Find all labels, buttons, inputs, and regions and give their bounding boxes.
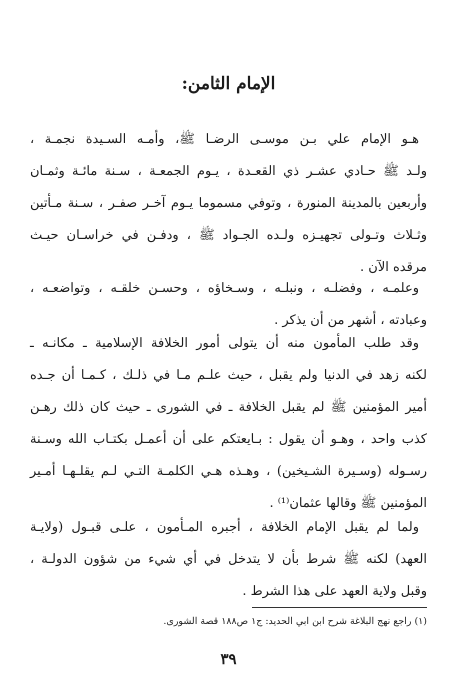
- paragraph-line: العهد) لكنه ﷺ شرط بأن لا يتدخل في أي شيء من شؤون الدولـة ،: [30, 552, 427, 567]
- paragraph-1: [30, 124, 427, 284]
- paragraph-line: ولما لم يقبل الإمام الخلافة ، أجبره المـأمون ، علـى قبـول (ولايـة: [30, 520, 419, 535]
- paragraph-line: رسـوله (وسـيرة الشـيخين) ، وهـذه هـي الكلمـة التـي لـم يقلـهـا أمـير: [30, 464, 427, 479]
- paragraph-line: المؤمنين ﷺ وقالها عثمان⁽¹⁾ .: [269, 496, 427, 511]
- paragraph-line: وقد طلب المأمون منه أن يتولى أمور الخلافة الإسلامية ـ مكانـه ـ: [30, 336, 419, 351]
- paragraph-line: ولـد ﷺ حـادي عشـر ذي القعـدة ، يـوم الجمعـة ، سـنة مائـة وثمـان: [30, 164, 427, 179]
- paragraph-line: وعبادته ، أشهر من أن يذكر .: [274, 313, 427, 328]
- section-heading: الإمام الثامن:: [181, 74, 276, 94]
- paragraph-line: لكنه زهد في الدنيا ولم يقبل ، حيث علـم مـا في ذلـك ، كـمـا أن جـده: [30, 368, 427, 383]
- paragraph-line: وأربعين بالمدينة المنورة ، وتوفي مسموما يـوم آخـر صفـر ، سـنة مـأتين: [30, 196, 427, 211]
- paragraph-line: وعلمـه ، وفضلـه ، ونبلـه ، وسـخاؤه ، وحسـن خلقـه ، وتواضعـه ،: [30, 281, 419, 296]
- paragraph-line: هـو الإمام علي بـن موسـى الرضـا ﷺ، وأمـه السـيدة نجمـة ،: [30, 132, 419, 147]
- footnote-divider: [252, 607, 427, 608]
- page-number: ٣٩: [220, 650, 237, 668]
- paragraph-line: كذب واحد ، وهـو أن يقول : بـايعتكم على أن أعمـل بكتـاب الله وسـنة: [30, 432, 427, 447]
- footnote: (١) راجع نهج البلاغة شرح ابن ابي الحديد: ج١ ص١٨٨ قصة الشورى.: [163, 616, 427, 627]
- paragraph-4: [30, 512, 427, 608]
- paragraph-line: وقبل ولاية العهد على هذا الشرط .: [242, 584, 427, 599]
- paragraph-line: مرقده الآن .: [360, 260, 427, 275]
- paragraph-3: [30, 328, 427, 520]
- paragraph-line: وثـلاث وتـولى تجهيـزه ولـده الجـواد ﷺ ، ودفـن في خراسـان حيـث: [30, 228, 427, 243]
- paragraph-line: أمير المؤمنين ﷺ لم يقبل الخلافة ـ في الشورى ـ حيث كان ذلك رهـن: [30, 400, 427, 415]
